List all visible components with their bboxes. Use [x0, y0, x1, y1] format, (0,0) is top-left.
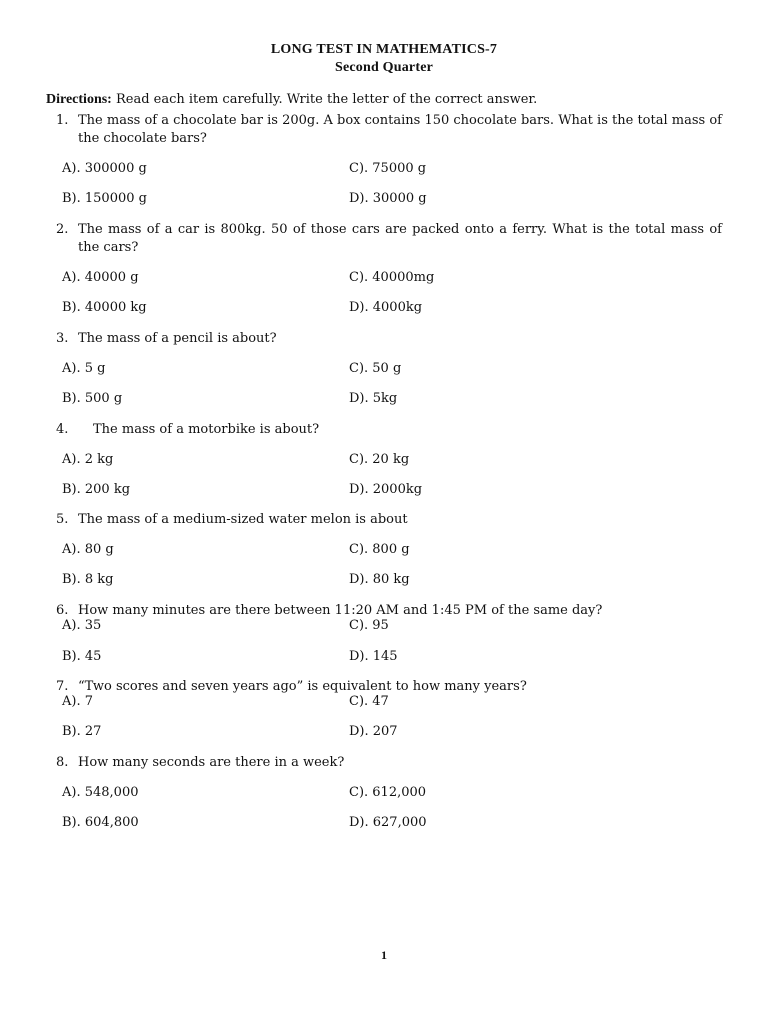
document-title: LONG TEST IN MATHEMATICS-7	[270, 42, 498, 57]
directions-label: Directions:	[46, 92, 112, 107]
option-c: C). 20 kg	[349, 452, 410, 467]
question-number: 4.	[56, 422, 69, 437]
option-c: C). 50 g	[349, 361, 402, 376]
page-number: 1	[381, 948, 387, 962]
question-6	[56, 602, 722, 620]
option-c: C). 800 g	[349, 542, 410, 557]
question-5	[56, 511, 722, 529]
option-c: C). 40000mg	[349, 270, 435, 285]
question-number: 2.	[56, 222, 69, 237]
document-subtitle: Second Quarter	[334, 60, 434, 75]
option-d: D). 627,000	[349, 815, 427, 830]
option-c: C). 95	[349, 618, 389, 633]
option-b: B). 500 g	[62, 391, 123, 406]
option-b: B). 200 kg	[62, 482, 131, 497]
question-3	[56, 330, 722, 348]
option-a: A). 548,000	[62, 785, 139, 800]
option-b: B). 150000 g	[62, 191, 147, 206]
option-d: D). 80 kg	[349, 572, 410, 587]
option-c: C). 612,000	[349, 785, 427, 800]
option-d: D). 207	[349, 724, 398, 739]
question-text: “Two scores and seven years ago” is equivalent to how many years?	[78, 679, 527, 694]
question-4	[56, 421, 722, 439]
option-d: D). 4000kg	[349, 300, 423, 315]
option-d: D). 30000 g	[349, 191, 427, 206]
option-b: B). 604,800	[62, 815, 139, 830]
question-1	[56, 112, 722, 148]
question-text: The mass of a motorbike is about?	[93, 422, 320, 437]
question-text: The mass of a medium-sized water melon is about	[78, 512, 408, 527]
question-number: 8.	[56, 755, 69, 770]
question-text: The mass of a pencil is about?	[78, 331, 277, 346]
option-b: B). 27	[62, 724, 102, 739]
option-b: B). 45	[62, 649, 102, 664]
question-8	[56, 754, 722, 772]
option-a: A). 300000 g	[62, 161, 147, 176]
question-text: The mass of a chocolate bar is 200g. A box contains 150 chocolate bars. What is the total mass of the chocolate bars?	[78, 113, 722, 146]
question-number: 5.	[56, 512, 69, 527]
question-text: The mass of a car is 800kg. 50 of those cars are packed onto a ferry. What is the total mass of the cars?	[78, 222, 722, 255]
option-c: C). 47	[349, 694, 389, 709]
option-b: B). 40000 kg	[62, 300, 147, 315]
question-text: How many minutes are there between 11:20 AM and 1:45 PM of the same day?	[78, 603, 603, 618]
option-a: A). 80 g	[62, 542, 114, 557]
question-text: How many seconds are there in a week?	[78, 755, 345, 770]
option-a: A). 2 kg	[62, 452, 114, 467]
option-a: A). 7	[62, 694, 93, 709]
question-2	[56, 221, 722, 257]
option-d: D). 2000kg	[349, 482, 423, 497]
question-7	[56, 678, 722, 696]
option-d: D). 145	[349, 649, 398, 664]
option-b: B). 8 kg	[62, 572, 114, 587]
directions-text: Read each item carefully. Write the letter of the correct answer.	[111, 92, 538, 107]
question-number: 7.	[56, 679, 69, 694]
directions	[46, 92, 537, 108]
option-a: A). 40000 g	[62, 270, 139, 285]
question-number: 6.	[56, 603, 69, 618]
option-c: C). 75000 g	[349, 161, 427, 176]
option-a: A). 5 g	[62, 361, 106, 376]
option-a: A). 35	[62, 618, 102, 633]
question-number: 1.	[56, 113, 69, 128]
option-d: D). 5kg	[349, 391, 398, 406]
question-number: 3.	[56, 331, 69, 346]
